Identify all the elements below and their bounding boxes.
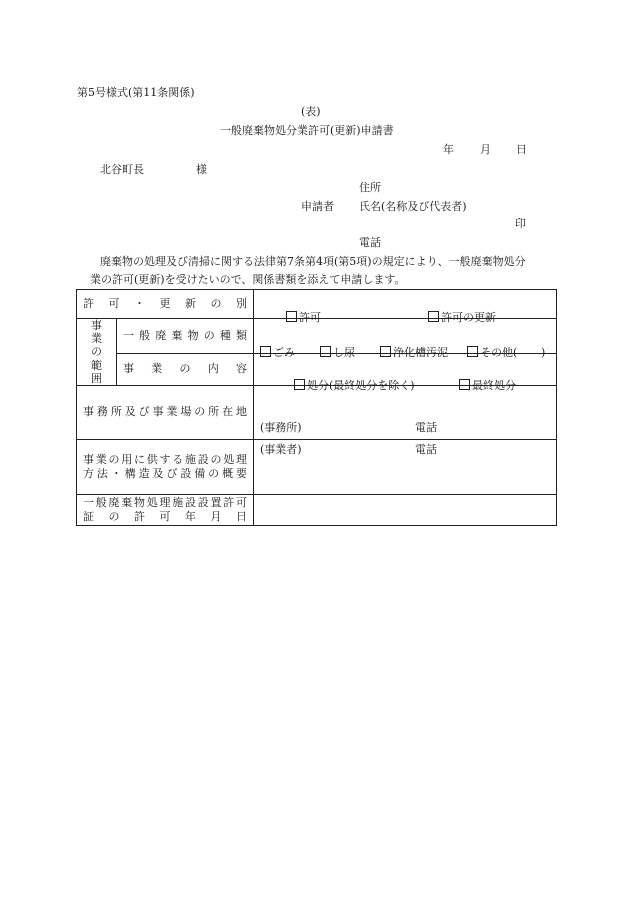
label-char: ・ bbox=[134, 296, 145, 310]
label-char: 般 bbox=[139, 328, 151, 342]
label-char: 事 bbox=[83, 452, 94, 466]
label-char: 法 bbox=[96, 467, 108, 480]
label-char: 構 bbox=[124, 467, 136, 480]
label-char: 造 bbox=[138, 467, 150, 480]
label-char: の bbox=[194, 405, 206, 419]
label-char: び bbox=[166, 467, 178, 480]
label-char: 棄 bbox=[171, 328, 183, 342]
site-phone-label: 電話 bbox=[415, 442, 437, 456]
label-char: 事 bbox=[152, 405, 164, 419]
label-char: 業 bbox=[151, 362, 163, 376]
label-char: 内 bbox=[207, 362, 219, 376]
label-char: 可 bbox=[159, 510, 171, 523]
row-facility-overview bbox=[77, 440, 557, 495]
row-permit-type bbox=[77, 290, 557, 319]
label-char: 供 bbox=[146, 452, 158, 466]
label-char: 事 bbox=[91, 319, 102, 333]
label-char: す bbox=[159, 452, 171, 466]
checkbox-final-disposal[interactable]: 最終処分 bbox=[459, 379, 516, 393]
business-content-label bbox=[117, 354, 254, 386]
label-char: 在 bbox=[222, 405, 234, 419]
checkbox-new-permit[interactable]: 許可 bbox=[286, 311, 321, 325]
row-location bbox=[77, 386, 557, 440]
label-char: 事 bbox=[123, 362, 134, 376]
checkbox-nightsoil[interactable]: し尿 bbox=[320, 346, 355, 360]
checkbox-icon bbox=[467, 346, 478, 357]
label-char: の bbox=[179, 362, 191, 376]
label-char: び bbox=[138, 405, 150, 419]
honorific: 様 bbox=[196, 163, 207, 176]
label-char: 物 bbox=[187, 328, 199, 342]
office-label: (事務所) bbox=[260, 420, 302, 434]
application-form-table bbox=[76, 289, 557, 526]
form-number: 第5号様式(第11条関係) bbox=[77, 86, 195, 99]
label-char: 廃 bbox=[108, 496, 120, 510]
scope-label bbox=[77, 319, 117, 386]
label-char: 理 bbox=[236, 452, 247, 466]
label-char: の bbox=[210, 296, 222, 310]
label-char: 業 bbox=[166, 405, 178, 419]
label-char: 種 bbox=[219, 328, 231, 342]
seal-mark: 印 bbox=[515, 217, 526, 230]
label-char: る bbox=[172, 452, 184, 466]
checkbox-disposal[interactable]: 処分(最終処分を除く) bbox=[294, 379, 415, 393]
checkbox-icon bbox=[320, 346, 331, 357]
facility-overview-label bbox=[77, 440, 254, 495]
body-text-line2: 業の許可(更新)を受けたいので、関係書類を添えて申請します。 bbox=[90, 273, 406, 286]
label-char: 地 bbox=[235, 405, 247, 419]
phone-label: 電話 bbox=[359, 236, 381, 249]
permit-date-label bbox=[77, 495, 254, 526]
label-char: 施 bbox=[172, 496, 184, 510]
office-phone-label: 電話 bbox=[415, 420, 437, 434]
label-char: 新 bbox=[185, 296, 196, 310]
label-char: 可 bbox=[108, 296, 120, 310]
label-char: 類 bbox=[235, 328, 247, 342]
side-indicator: (表) bbox=[301, 105, 321, 118]
label-char: 概 bbox=[222, 467, 234, 480]
label-char: 理 bbox=[159, 496, 171, 510]
checkbox-garbage[interactable]: ごみ bbox=[260, 346, 295, 360]
label-char: 一 bbox=[83, 496, 94, 510]
address-label: 住所 bbox=[359, 181, 381, 194]
addressee: 北谷町長 bbox=[100, 163, 144, 176]
label-char: 年 bbox=[185, 510, 196, 523]
location-label bbox=[77, 386, 254, 440]
label-char: 棄 bbox=[121, 496, 133, 510]
permit-date-value[interactable] bbox=[254, 495, 557, 526]
name-label: 氏名(名称及び代表者) bbox=[359, 200, 467, 213]
waste-type-label bbox=[117, 319, 254, 354]
checkbox-icon bbox=[428, 311, 439, 322]
label-char: 及 bbox=[124, 405, 136, 419]
label-char: 別 bbox=[236, 296, 247, 310]
label-char: 更 bbox=[159, 296, 171, 310]
label-char: 容 bbox=[236, 362, 247, 376]
label-char: ・ bbox=[110, 467, 122, 480]
label-char: 物 bbox=[134, 496, 145, 510]
label-char: 処 bbox=[146, 496, 158, 510]
label-char: 範 bbox=[91, 358, 102, 372]
label-char: 方 bbox=[83, 467, 94, 480]
label-char: 備 bbox=[194, 467, 206, 480]
label-char: 許 bbox=[223, 496, 235, 510]
label-char: の bbox=[108, 510, 120, 523]
label-char: 囲 bbox=[91, 371, 102, 385]
checkbox-septic-sludge[interactable]: 浄化槽汚泥 bbox=[380, 346, 448, 360]
label-char: 設 bbox=[180, 467, 192, 480]
label-char: 許 bbox=[83, 296, 94, 310]
label-char: 及 bbox=[152, 467, 164, 480]
document-title: 一般廃棄物処分業許可(更新)申請書 bbox=[220, 124, 394, 137]
label-char: 事 bbox=[83, 405, 94, 419]
label-char: 用 bbox=[121, 452, 133, 466]
label-char: 設 bbox=[197, 496, 209, 510]
checkbox-icon bbox=[459, 379, 470, 390]
body-text-line1: 廃棄物の処理及び清掃に関する法律第7条第4項(第5項)の規定により、一般廃棄物処分 bbox=[100, 255, 526, 268]
permit-type-label bbox=[77, 290, 254, 319]
label-char: に bbox=[134, 452, 145, 466]
label-char: の bbox=[210, 452, 222, 466]
label-char: の bbox=[108, 452, 120, 466]
checkbox-other[interactable]: その他( bbox=[467, 346, 517, 360]
checkbox-icon bbox=[380, 346, 391, 357]
label-char: 許 bbox=[134, 510, 145, 523]
label-char: 廃 bbox=[155, 328, 167, 342]
checkbox-icon bbox=[286, 311, 297, 322]
label-char: 業 bbox=[91, 332, 102, 346]
label-char: 所 bbox=[208, 405, 220, 419]
label-char: 証 bbox=[83, 510, 94, 523]
label-char: 業 bbox=[95, 452, 107, 466]
permit-type-options bbox=[254, 290, 557, 324]
date-day-label: 日 bbox=[516, 143, 527, 156]
label-char: 設 bbox=[197, 452, 209, 466]
applicant-label: 申請者 bbox=[301, 200, 334, 213]
label-char: 般 bbox=[95, 496, 107, 510]
label-char: 施 bbox=[185, 452, 196, 466]
date-month-label: 月 bbox=[480, 143, 491, 156]
label-char: 要 bbox=[235, 467, 247, 480]
label-char: 処 bbox=[223, 452, 235, 466]
label-char: の bbox=[203, 328, 215, 342]
label-char: の bbox=[208, 467, 220, 480]
label-char: 置 bbox=[210, 496, 222, 510]
label-char: 所 bbox=[110, 405, 122, 419]
row-permit-date bbox=[77, 495, 557, 526]
label-char: 場 bbox=[180, 405, 192, 419]
checkbox-icon bbox=[294, 379, 305, 390]
label-char: 可 bbox=[236, 496, 247, 510]
checkbox-renew-permit[interactable]: 許可の更新 bbox=[428, 311, 496, 325]
site-label: (事業者) bbox=[260, 442, 302, 456]
location-values bbox=[254, 386, 557, 456]
checkbox-icon bbox=[260, 346, 271, 357]
other-close-paren: ) bbox=[541, 346, 546, 359]
label-char: 一 bbox=[123, 328, 134, 342]
label-char: 設 bbox=[185, 496, 196, 510]
label-char: 務 bbox=[96, 405, 108, 419]
label-char: の bbox=[91, 345, 102, 359]
label-char: 日 bbox=[236, 510, 247, 523]
label-char: 月 bbox=[210, 510, 222, 523]
date-year-label: 年 bbox=[443, 143, 454, 156]
